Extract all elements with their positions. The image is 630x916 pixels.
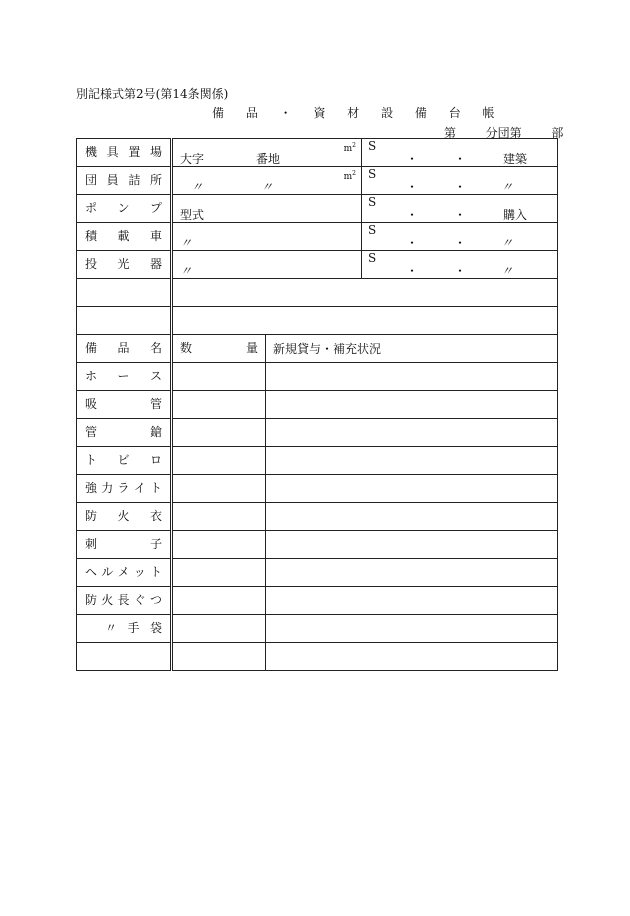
equipment-name-char: イ (133, 481, 146, 495)
equipment-name-char: 吸 (85, 397, 98, 411)
document-title: 備 品 ・ 資 材 設 備 台 帳 (212, 106, 504, 120)
equipment-name-cell (77, 363, 172, 391)
equipment-name-char: 長 (117, 593, 130, 607)
facility-label-cell (77, 195, 172, 223)
quantity-cell[interactable] (172, 391, 266, 419)
blank-value-cell[interactable] (172, 307, 558, 335)
equipment-row (77, 447, 558, 475)
equipment-name-cell (77, 587, 172, 615)
equipment-name-char: 防 (85, 509, 98, 523)
blank-section (77, 279, 558, 335)
facility-label-cell (77, 139, 172, 167)
equipment-name-char: ラ (117, 481, 130, 495)
acquisition-type: 〃 (500, 180, 513, 194)
quantity-cell[interactable] (172, 475, 266, 503)
facility-label-cell (77, 167, 172, 195)
equipment-name-cell (77, 615, 172, 643)
equipment-name-char: 力 (101, 481, 114, 495)
area-unit-base: m (343, 144, 353, 154)
era-mark: S (368, 195, 377, 209)
equipment-name-char: ト (85, 453, 98, 467)
date-separator: ・ (406, 180, 419, 194)
area-unit-base: m (343, 172, 353, 182)
equipment-name-char: ッ (133, 565, 146, 579)
date-separator: ・ (406, 208, 419, 222)
status-cell[interactable] (266, 643, 558, 671)
equipment-name-char: 刺 (85, 537, 98, 551)
blank-row (77, 279, 558, 307)
facility-address: 番地 (256, 152, 281, 166)
facility-label-char: 具 (106, 145, 119, 159)
facility-label-char: 所 (149, 173, 162, 187)
acquisition-type: 〃 (500, 264, 513, 278)
blank-row (77, 307, 558, 335)
dept-bundan-label: 分団第 (485, 126, 522, 140)
facility-detail-cell[interactable] (172, 195, 362, 223)
facility-label-char: 投 (85, 257, 98, 271)
equipment-name-char: ヘ (85, 565, 98, 579)
acquisition-type: 〃 (500, 236, 513, 250)
status-cell[interactable] (266, 391, 558, 419)
equipment-row (77, 615, 558, 643)
quantity-header (172, 335, 266, 363)
equipment-name-char: ト (149, 481, 162, 495)
equipment-name-char: ホ (85, 369, 98, 383)
item-name-header-char: 名 (149, 341, 162, 355)
date-separator: ・ (454, 152, 467, 166)
facility-label-char: 詰 (128, 173, 141, 187)
acquisition-type: 建築 (502, 152, 527, 166)
equipment-name-char: つ (149, 593, 162, 607)
quantity-cell[interactable] (172, 447, 266, 475)
status-cell[interactable] (266, 475, 558, 503)
equipment-name-char: 鎗 (149, 425, 162, 439)
area-unit (344, 168, 356, 183)
facility-label-char: 団 (85, 173, 98, 187)
acquisition-type: 購入 (502, 208, 527, 222)
facility-date-cell[interactable] (362, 167, 558, 195)
dept-bu-label: 部 (551, 126, 564, 140)
equipment-section (77, 363, 558, 671)
equipment-ledger-table (76, 138, 558, 671)
facility-label-char: 載 (117, 229, 130, 243)
equipment-row (77, 587, 558, 615)
facility-label-char: プ (149, 201, 162, 215)
equipment-header-section (77, 335, 558, 363)
facility-location: 大字 (180, 152, 205, 166)
equipment-row (77, 475, 558, 503)
facility-location: 〃 (180, 264, 193, 278)
equipment-name-char: 管 (85, 425, 98, 439)
quantity-cell[interactable] (172, 531, 266, 559)
facility-location: 型式 (180, 208, 205, 222)
facility-date-cell[interactable] (362, 251, 558, 279)
equipment-name-char: ビ (117, 453, 130, 467)
equipment-name-char: 火 (117, 509, 130, 523)
qty-char: 数 (180, 341, 193, 355)
equipment-row (77, 559, 558, 587)
facility-date-cell[interactable] (362, 139, 558, 167)
facility-label-char: 器 (149, 257, 162, 271)
equipment-name-char: 管 (149, 397, 162, 411)
status-cell[interactable] (266, 447, 558, 475)
quantity-cell[interactable] (172, 503, 266, 531)
equipment-header-row (77, 335, 558, 363)
date-separator: ・ (406, 264, 419, 278)
facility-detail-cell[interactable] (172, 167, 362, 195)
facility-label-char: 置 (128, 145, 141, 159)
facility-detail-cell[interactable] (172, 223, 362, 251)
facility-row (77, 223, 558, 251)
equipment-row (77, 419, 558, 447)
date-separator: ・ (406, 152, 419, 166)
equipment-name-char: 手 (127, 621, 140, 635)
facility-location: 〃 (191, 180, 204, 194)
quantity-cell[interactable] (172, 559, 266, 587)
equipment-name-char: メ (117, 565, 130, 579)
equipment-name-char: 〃 (105, 621, 118, 635)
quantity-cell[interactable] (172, 419, 266, 447)
equipment-name-cell[interactable] (77, 643, 172, 671)
equipment-row (77, 391, 558, 419)
equipment-name-cell (77, 559, 172, 587)
item-name-header-char: 品 (117, 341, 130, 355)
quantity-cell[interactable] (172, 643, 266, 671)
facilities-section (77, 139, 558, 279)
form-reference: 別記様式第2号(第14条関係) (76, 87, 229, 101)
date-separator: ・ (454, 208, 467, 222)
equipment-name-char: 火 (101, 593, 114, 607)
era-mark: S (368, 251, 377, 265)
equipment-name-cell (77, 475, 172, 503)
equipment-name-cell (77, 503, 172, 531)
equipment-name-cell (77, 447, 172, 475)
area-unit-exp: 2 (352, 170, 356, 177)
equipment-name-cell (77, 531, 172, 559)
blank-label-cell[interactable] (77, 279, 172, 307)
facility-label-char: 機 (85, 145, 98, 159)
item-name-header (77, 335, 172, 363)
date-separator: ・ (454, 180, 467, 194)
facility-label-char: 積 (85, 229, 98, 243)
equipment-name-char: ロ (149, 453, 162, 467)
equipment-name-cell (77, 391, 172, 419)
quantity-cell[interactable] (172, 587, 266, 615)
equipment-row (77, 531, 558, 559)
date-separator: ・ (406, 236, 419, 250)
equipment-row (77, 363, 558, 391)
status-cell[interactable] (266, 559, 558, 587)
status-header (266, 335, 558, 363)
facility-label-char: 場 (149, 145, 162, 159)
facility-label-char: ポ (85, 201, 98, 215)
quantity-cell[interactable] (172, 615, 266, 643)
equipment-name-cell (77, 419, 172, 447)
status-cell[interactable] (266, 531, 558, 559)
facility-row (77, 139, 558, 167)
dept-dai-label: 第 (444, 126, 457, 140)
equipment-name-char: ト (149, 565, 162, 579)
equipment-row (77, 503, 558, 531)
equipment-name-char: ル (101, 565, 114, 579)
equipment-name-char: ー (117, 369, 130, 383)
blank-label-cell[interactable] (77, 307, 172, 335)
equipment-name-char: 衣 (149, 509, 162, 523)
era-mark: S (368, 167, 377, 181)
area-unit-exp: 2 (352, 142, 356, 149)
status-cell[interactable] (266, 419, 558, 447)
date-separator: ・ (454, 264, 467, 278)
area-unit (344, 140, 356, 155)
date-separator: ・ (454, 236, 467, 250)
equipment-name-char: 子 (149, 537, 162, 551)
era-mark: S (368, 223, 377, 237)
facility-row (77, 167, 558, 195)
facility-date-cell[interactable] (362, 223, 558, 251)
blank-value-cell[interactable] (172, 279, 558, 307)
facility-date-cell[interactable] (362, 195, 558, 223)
equipment-name-char: 強 (85, 481, 98, 495)
facility-label-char: 員 (106, 173, 119, 187)
quantity-cell[interactable] (172, 363, 266, 391)
blank-equipment-row (77, 643, 558, 671)
facility-label-char: ン (117, 201, 130, 215)
facility-address: 〃 (261, 180, 274, 194)
facility-row (77, 195, 558, 223)
status-header-text: 新規貸与・補充状況 (273, 342, 382, 356)
status-cell[interactable] (266, 587, 558, 615)
facility-row (77, 251, 558, 279)
status-cell[interactable] (266, 615, 558, 643)
facility-location: 〃 (180, 236, 193, 250)
facility-detail-cell[interactable] (172, 251, 362, 279)
qty-char: 量 (245, 341, 258, 355)
era-mark: S (368, 139, 377, 153)
equipment-name-char: 防 (85, 593, 98, 607)
equipment-name-char: 袋 (149, 621, 162, 635)
facility-label-char: 光 (117, 257, 130, 271)
item-name-header-char: 備 (85, 341, 98, 355)
equipment-name-char: ぐ (133, 593, 146, 607)
status-cell[interactable] (266, 363, 558, 391)
facility-label-cell (77, 251, 172, 279)
facility-label-char: 車 (149, 229, 162, 243)
equipment-name-char: ス (149, 369, 162, 383)
facility-detail-cell[interactable] (172, 139, 362, 167)
status-cell[interactable] (266, 503, 558, 531)
facility-label-cell (77, 223, 172, 251)
